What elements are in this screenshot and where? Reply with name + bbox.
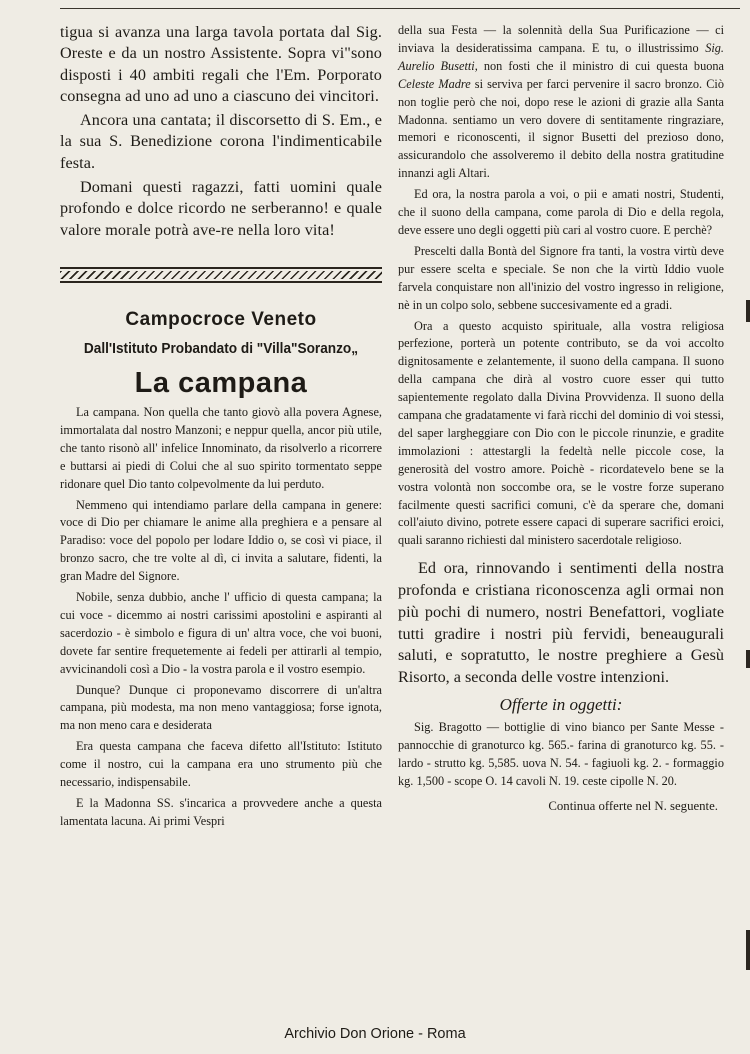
donor-name: Sig. Aurelio Busetti, — [398, 40, 725, 73]
right-paragraph-1: Ed ora, la nostra parola a voi, o pii e amati nostri, Studenti, che il suono della campana, come parola di Dio e della regola, deve essere uno degli oggetti più cari al vostro cuore. E perchè? — [398, 187, 724, 237]
article-paragraph-4: Dunque? Dunque ci proponevamo discorrere di un'altra campana, più modesta, ma non meno vantaggiosa; forse ignota, ma non meno cara e desiderata — [60, 682, 382, 733]
continuation-end: si serviva per farci pervenire il sacro bronzo. Ciò non toglie però che noi, dopo rese le azioni di grazie alla Santa Madonna. sentiamo un vero dovere di sentitamente ringraziare, memori e riconoscenti, il signor Busetti del prezioso dono, assicurandolo che assolveremo il debito della nostra gratitudine innanzi agli Altari. — [398, 76, 724, 181]
article-place-heading: Campocroce Veneto — [125, 308, 317, 330]
page-edge-mark — [746, 930, 750, 970]
closing-paragraph: Ed ora, rinnovando i sentimenti della nostra profonda e cristiana riconoscenza agli ormai non più pochi di numero, nostri Benefattori, vogliate tutti gradire i nostri più fervidi, beneaugurali saluti, e sopratutto, le nostre preghiere a Gesù Risorto, a seconda delle vostre intenzioni. — [398, 559, 724, 687]
article-subtitle: Dall'Istituto Probandato di "Villa"Soranzo„ — [83, 340, 359, 357]
right-paragraph-3: Ora a questo acquisto spirituale, alla vostra religiosa perfezione, porterà un potente contributo, se da voi accolto dignitosamente e zelantemente, il suono della campana. Il suono della campana che dirà al vostro cuore esser qui tutto sapientemente regolato dalla Divina Provvidenza. Il suono della campana che gradatamente vi farà ricchi del dominio di voi stessi, del saper largheggiare con Dio con le piccole rinunzie, e gradite immolazioni : attestargli la fedeltà nelle piccole cose, la generosità del vostro amore. Poichè - ricordatevelo bene se la vostra volontà non soccombe ora, se le vostre forze superano facilmente questi sacrifici comuni, c'è da sperare che, domani coll'aiuto divino, potrete essere capaci di superare sacrifici eroici, quali saranno richiesti dal ministero sacerdotale religioso. — [398, 318, 724, 548]
right-paragraph-2: Prescelti dalla Bontà del Signore fra tanti, la vostra virtù deve pur essere scelta e speciale. Se non che la virtù Iddio vuole farvela conquistare non all'inizio del vostro ingresso in religione, nè in un colpo solo, sebbene succesivamente ed a gradi. — [398, 243, 724, 312]
page-edge-mark — [746, 650, 750, 668]
archive-footer: Archivio Don Orione - Roma — [284, 1026, 466, 1042]
article-paragraph-3: Nobile, senza dubbio, anche l' ufficio di questa campana; la cui voce - dicemmo ai nostri carissimi apostolini e aspiranti al sacerdozio - è simbolo e figura di un' altra voce, che voi buoni, dovete far sentire frequetemente ai fedeli per attirarli al tempio, avvicinandoli così a Dio - la vostra parola e il vostro esempio. — [60, 590, 382, 676]
celeste-madre: Celeste Madre — [398, 76, 471, 91]
offers-list: Sig. Bragotto — bottiglie di vino bianco per Sante Messe - pannocchie di granoturco kg. 565.- farina di granoturco kg. 55. - lardo - strutto kg. 5,585. uova N. 54. - fagiuoli kg. 2. - formaggio kg. 1,500 - scope O. 14 cavoli N. 19. ceste cipolle N. 20. — [398, 720, 724, 788]
page-edge-mark — [746, 300, 750, 322]
continuation-text: della sua Festa — la solennità della Sua Purificazione — ci inviava la desideratissima campana. E tu, o illustrissimo — [398, 23, 724, 55]
top-rule — [60, 8, 740, 9]
offers-title: Offerte in oggetti: — [499, 695, 623, 715]
article-title: La campana — [134, 366, 308, 399]
intro-paragraph-1: tigua si avanza una larga tavola portata dal Sig. Oreste e da un nostro Assistente. Sopra vi"sono disposti i 40 ambiti regali che l'Em. Porporato consegna ad uno ad uno a ciascuno dei vincitori. — [60, 23, 382, 105]
section-divider — [60, 261, 382, 287]
article-paragraph-2: Nemmeno qui intendiamo parlare della campana in genere: voce di Dio per chiamare le anime alla preghiera e a pensare al Paradiso: voce del popolo per lodare Iddio o, se così vi piace, il bronzo sacro, che tre volte al dì, ci invita a salutare, fidenti, la gran Madre del Signore. — [60, 497, 382, 584]
continued-note: Continua offerte nel N. seguente. — [548, 798, 718, 813]
intro-paragraph-2: Ancora una cantata; il discorsetto di S. Em., e la sua S. Benedizione corona l'indimenticabile festa. — [60, 111, 382, 172]
left-column — [60, 22, 382, 831]
intro-paragraph-3: Domani questi ragazzi, fatti uomini quale profondo e dolce ricordo ne serberanno! e quale valore morale potrà ave-re nella loro vita! — [60, 178, 382, 239]
continuation-paragraph — [398, 22, 724, 183]
continuation-mid: non fosti che il ministro di cui questa buona — [483, 58, 724, 73]
article-paragraph-1: La campana. Non quella che tanto giovò alla povera Agnese, immortalata dal nostro Manzoni; e neppur quella, ancor più utile, che tanto risonò all' infelice Innominato, da risolverlo a ricorrere e buttarsi ai piedi di Colui che al suo spirito tormentato seppe ridonare quel Dio tanto colpevolmente da lui perduto. — [60, 404, 382, 491]
article-paragraph-5: Era questa campana che faceva difetto all'Istituto: Istituto come il nostro, cui la campana era uno strumento più che necessario, indispensabile. — [60, 739, 382, 790]
article-paragraph-6: E la Madonna SS. s'incarica a provvedere anche a questa lamentata lacuna. Ai primi Vespri — [60, 796, 382, 828]
right-column — [398, 22, 724, 814]
